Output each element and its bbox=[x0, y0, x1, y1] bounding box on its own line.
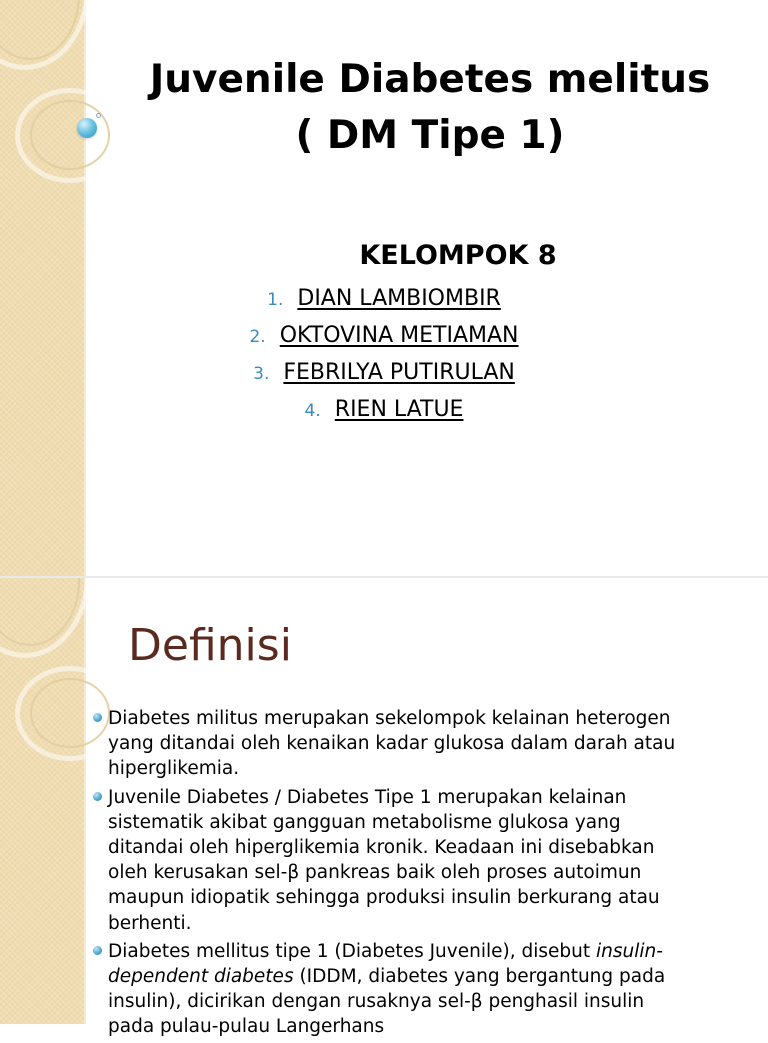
member-name: OKTOVINA METIAMAN bbox=[279, 323, 519, 348]
title-line-1: Juvenile Diabetes melitus bbox=[149, 57, 711, 102]
bullet-item bbox=[92, 939, 692, 1040]
bullet-text-part1: Diabetes mellitus tipe 1 (Diabetes Juvenile), disebut bbox=[108, 940, 591, 962]
bullet-text: Diabetes militus merupakan sekelompok kelainan heterogen yang ditandai oleh kenaikan kadar glukosa dalam darah atau hiperglikemia. bbox=[108, 708, 676, 780]
definisi-heading: Definisi bbox=[128, 620, 292, 671]
member-number: 2. bbox=[249, 327, 266, 347]
bullet-dot-icon bbox=[93, 792, 102, 801]
member-name: DIAN LAMBIOMBIR bbox=[297, 286, 501, 311]
bullet-text-part2: (IDDM, diabetes yang bergantung pada insulin), dicirikan dengan rusaknya sel-β penghasil insulin pada pulau-pulau Langerhans bbox=[108, 966, 666, 1038]
bullet-dot-icon bbox=[93, 713, 102, 722]
group-heading: KELOMPOK 8 bbox=[359, 240, 557, 271]
member-number: 1. bbox=[267, 290, 284, 310]
member-item bbox=[0, 317, 768, 354]
bullet-dot-icon bbox=[93, 946, 102, 955]
slide-title-text bbox=[110, 52, 750, 164]
bullet-item bbox=[92, 785, 692, 936]
member-number: 4. bbox=[304, 401, 321, 421]
glass-bead-icon bbox=[77, 118, 97, 138]
decorative-ring bbox=[30, 100, 110, 170]
bullet-text-italic: insulin-dependent diabetes bbox=[108, 940, 663, 988]
member-item bbox=[0, 280, 768, 317]
bullet-item bbox=[92, 706, 692, 782]
member-name: RIEN LATUE bbox=[334, 397, 464, 422]
member-number: 3. bbox=[253, 364, 270, 384]
bullet-text: Juvenile Diabetes / Diabetes Tipe 1 merupakan kelainan sistematik akibat gangguan metabolisme glukosa yang ditandai oleh hiperglikemia kronik. Keadaan ini disebabkan oleh kerusakan sel-β pankreas baik oleh proses autoimun maupun idiopatik sehingga produksi insulin berkurang atau berhenti. bbox=[108, 786, 660, 934]
member-item bbox=[0, 354, 768, 391]
definition-bullet-list bbox=[92, 706, 692, 1043]
side-band-edge bbox=[84, 578, 86, 1024]
member-name: FEBRILYA PUTIRULAN bbox=[283, 360, 515, 385]
title-line-2: ( DM Tipe 1) bbox=[295, 113, 565, 158]
small-ring-icon bbox=[96, 113, 101, 118]
member-item bbox=[0, 391, 768, 428]
